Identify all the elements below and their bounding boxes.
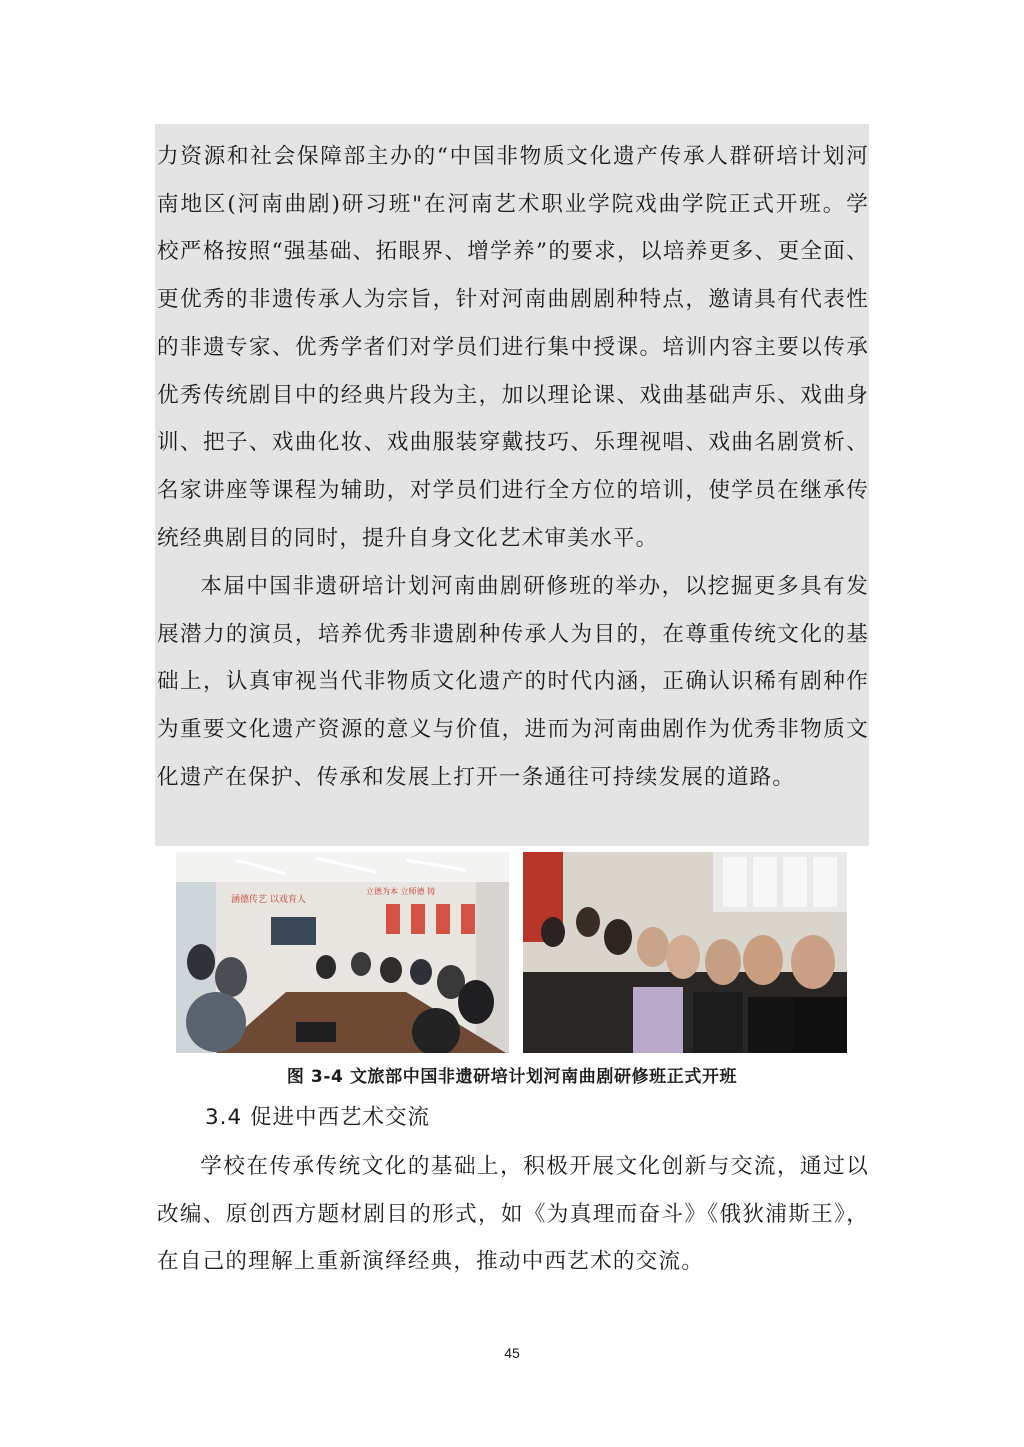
banner-slogan-left: 涵德传艺 以戏育人 (231, 895, 306, 905)
figure-caption: 图 3-4 文旅部中国非遗研培计划河南曲剧研修班正式开班 (286, 1067, 738, 1087)
classroom-photo-illustration (176, 852, 509, 1053)
paragraph-cultural-exchange: 学校在传承传统文化的基础上，积极开展文化创新与交流，通过以改编、原创西方题材剧目的形式，如《为真理而奋斗》《俄狄浦斯王》，在自己的理解上重新演绎经典，推动中西艺术的交流。 (157, 1154, 869, 1275)
photo-students-seated (523, 852, 847, 1053)
students-photo-illustration (523, 852, 847, 1053)
paragraph-training-purpose: 本届中国非遗研培计划河南曲剧研修班的举办，以挖掘更多具有发展潜力的演员，培养优秀非遗剧种传承人为目的，在尊重传统文化的基础上，认真审视当代非物质文化遗产的时代内涵，正确认识稀有剧种作为重要文化遗产资源的意义与价值，进而为河南曲剧作为优秀非物质文化遗产在保护、传承和发展上打开一条通往可持续发展的道路。 (157, 574, 869, 790)
paragraph-training-content: 力资源和社会保障部主办的“中国非物质文化遗产传承人群研培计划河南地区(河南曲剧)研习班"在河南艺术职业学院戏曲学院正式开班。学校严格按照“强基础、拓眼界、增学养”的要求，以培养更多、更全面、更优秀的非遗传承人为宗旨，针对河南曲剧剧种特点，邀请具有代表性的非遗专家、优秀学者们对学员们进行集中授课。培训内容主要以传承优秀传统剧目中的经典片段为主，加以理论课、戏曲基础声乐、戏曲身训、把子、戏曲化妆、戏曲服装穿戴技巧、乐理视唱、戏曲名剧赏析、名家讲座等课程为辅助，对学员们进行全方位的培训，使学员在继承传统经典剧目的同时，提升自身文化艺术审美水平。 (157, 144, 869, 551)
banner-slogan-right: 立德为本 立师德 铸 (366, 887, 436, 896)
photo-classroom-opening (176, 852, 509, 1053)
page-number: 45 (504, 1345, 520, 1361)
section-heading: 3.4 促进中西艺术交流 (205, 1105, 431, 1130)
